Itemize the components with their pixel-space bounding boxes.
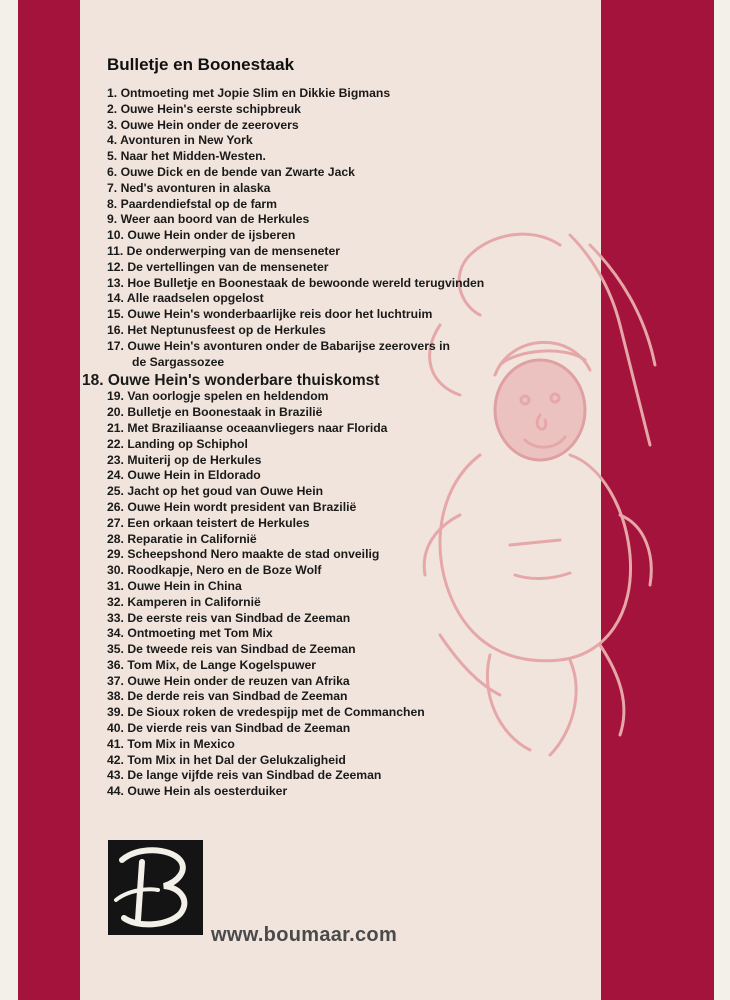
list-item: 7. Ned's avonturen in alaska <box>107 180 271 195</box>
list-item: 36. Tom Mix, de Lange Kogelspuwer <box>107 657 317 672</box>
list-item: 27. Een orkaan teistert de Herkules <box>107 515 310 530</box>
list-item: 14. Alle raadselen opgelost <box>107 291 264 306</box>
list-item: 2. Ouwe Hein's eerste schipbreuk <box>107 101 301 116</box>
list-item-highlighted: 18. Ouwe Hein's wonderbare thuiskomst <box>82 372 380 390</box>
list-item: 28. Reparatie in Californië <box>107 531 257 546</box>
list-item: 11. De onderwerping van de menseneter <box>107 243 341 258</box>
website-url: www.boumaar.com <box>211 924 398 946</box>
list-item: 19. Van oorlogje spelen en heldendom <box>107 389 329 404</box>
publisher-logo <box>108 840 203 935</box>
list-item: 44. Ouwe Hein als oesterduiker <box>107 784 288 799</box>
list-item: 38. De derde reis van Sindbad de Zeeman <box>107 689 348 704</box>
list-item: 21. Met Braziliaanse oceaanvliegers naar Florida <box>107 420 388 435</box>
list-item: 43. De lange vijfde reis van Sindbad de Zeeman <box>107 768 382 783</box>
series-title: Bulletje en Boonestaak <box>107 55 295 74</box>
list-item: 16. Het Neptunusfeest op de Herkules <box>107 322 326 337</box>
list-item: 35. De tweede reis van Sindbad de Zeeman <box>107 642 356 657</box>
list-item: 34. Ontmoeting met Tom Mix <box>107 626 273 641</box>
list-item: 17. Ouwe Hein's avonturen onder de Babarijse zeerovers in de Sargassozee <box>107 339 484 371</box>
list-item-continuation: de Sargassozee <box>132 354 225 369</box>
list-item: 9. Weer aan boord van de Herkules <box>107 212 310 227</box>
list-item: 23. Muiterij op de Herkules <box>107 452 262 467</box>
list-item: 30. Roodkapje, Nero en de Boze Wolf <box>107 563 322 578</box>
list-item: 3. Ouwe Hein onder de zeerovers <box>107 117 299 132</box>
list-item: 15. Ouwe Hein's wonderbaarlijke reis door het luchtruim <box>107 307 433 322</box>
list-item: 13. Hoe Bulletje en Boonestaak de bewoonde wereld terugvinden <box>107 275 485 290</box>
list-item: 25. Jacht op het goud van Ouwe Hein <box>107 484 324 499</box>
titles-list <box>82 86 485 800</box>
list-item: 10. Ouwe Hein onder de ijsberen <box>107 228 296 243</box>
list-item: 32. Kamperen in Californië <box>107 594 261 609</box>
list-item: 1. Ontmoeting met Jopie Slim en Dikkie Bigmans <box>107 86 391 100</box>
list-item: 42. Tom Mix in het Dal der Gelukzaligheid <box>107 752 346 767</box>
list-item: 26. Ouwe Hein wordt president van Brazilië <box>107 499 357 514</box>
list-item: 41. Tom Mix in Mexico <box>107 736 235 751</box>
list-item: 40. De vierde reis van Sindbad de Zeeman <box>107 721 351 736</box>
list-item: 31. Ouwe Hein in China <box>107 578 242 593</box>
list-item: 5. Naar het Midden-Westen. <box>107 149 266 164</box>
list-item: 24. Ouwe Hein in Eldorado <box>107 468 261 483</box>
list-item: 4. Avonturen in New York <box>107 133 253 148</box>
list-item: 22. Landing op Schiphol <box>107 436 248 451</box>
list-item: 6. Ouwe Dick en de bende van Zwarte Jack <box>107 164 355 179</box>
list-item: 33. De eerste reis van Sindbad de Zeeman <box>107 610 351 625</box>
list-item: 39. De Sioux roken de vredespijp met de Commanchen <box>107 705 425 720</box>
list-item: 12. De vertellingen van de menseneter <box>107 259 329 274</box>
list-item: 29. Scheepshond Nero maakte de stad onveilig <box>107 547 380 562</box>
b-logo-icon <box>108 840 203 935</box>
list-item: 37. Ouwe Hein onder de reuzen van Afrika <box>107 673 350 688</box>
list-item: 8. Paardendiefstal op de farm <box>107 196 278 211</box>
list-item: 20. Bulletje en Boonestaak in Brazilië <box>107 405 323 420</box>
